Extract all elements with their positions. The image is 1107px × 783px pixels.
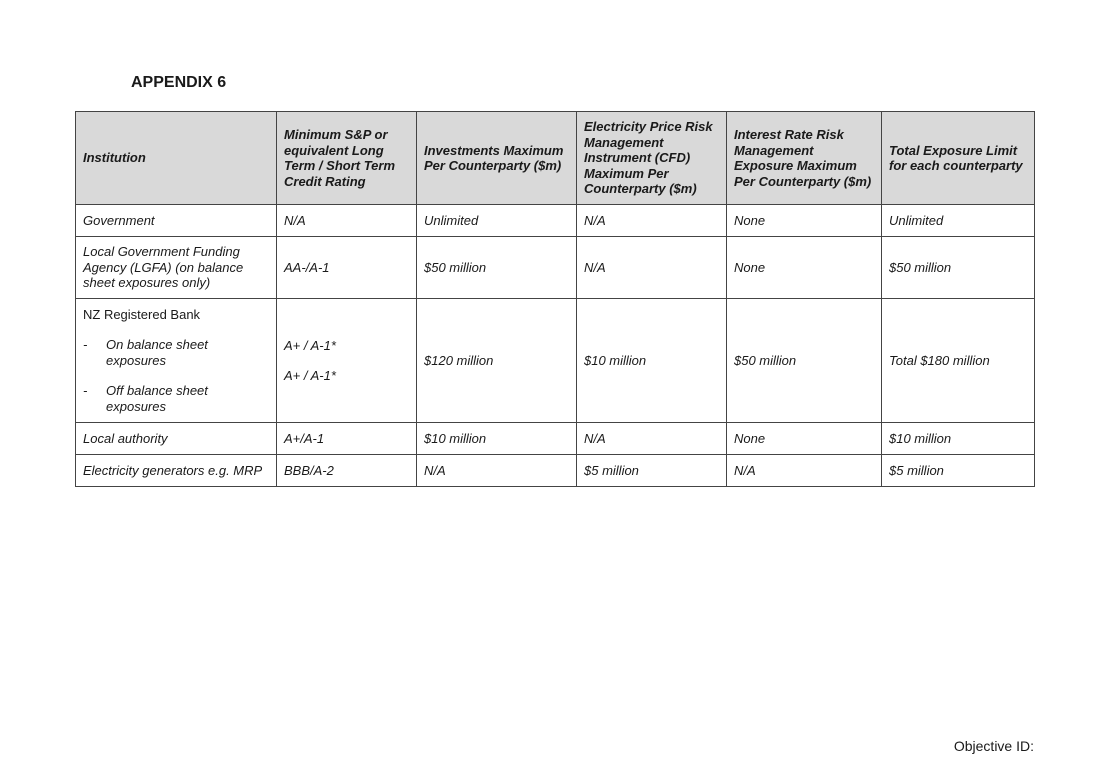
cell-credit-rating: A+/A-1 — [277, 423, 417, 455]
cell-interest-rate-max: $50 million — [727, 299, 882, 423]
dash-bullet: - — [83, 337, 88, 353]
table-header-row — [76, 112, 1035, 205]
cell-investments-max: $120 million — [417, 299, 577, 423]
header-electricity-cfd-max: Electricity Price Risk Management Instrument (CFD) Maximum Per Counterparty ($m) — [577, 112, 727, 205]
table-row — [76, 423, 1035, 455]
list-item-label: On balance sheet exposures — [106, 337, 208, 368]
cell-interest-rate-max: N/A — [727, 455, 882, 487]
header-investments-max: Investments Maximum Per Counterparty ($m) — [417, 112, 577, 205]
dash-bullet: - — [83, 383, 88, 399]
cell-total-exposure: $10 million — [882, 423, 1035, 455]
table-row — [76, 299, 1035, 423]
list-item-label: Off balance sheet exposures — [106, 383, 208, 414]
cell-institution: Electricity generators e.g. MRP — [76, 455, 277, 487]
cell-electricity-cfd-max: $10 million — [577, 299, 727, 423]
on-balance-rating: A+ / A-1* — [284, 337, 336, 353]
header-institution: Institution — [76, 112, 277, 205]
bank-exposure-list — [83, 337, 270, 414]
cell-institution: Local Government Funding Agency (LGFA) (on balance sheet exposures only) — [76, 237, 277, 299]
cell-credit-rating: AA-/A-1 — [277, 237, 417, 299]
off-balance-rating: A+ / A-1* — [284, 368, 336, 383]
cell-credit-rating — [277, 299, 417, 423]
cell-credit-rating: N/A — [277, 205, 417, 237]
cell-credit-rating: BBB/A-2 — [277, 455, 417, 487]
cell-total-exposure: $50 million — [882, 237, 1035, 299]
cell-interest-rate-max: None — [727, 237, 882, 299]
cell-interest-rate-max: None — [727, 423, 882, 455]
cell-investments-max: $10 million — [417, 423, 577, 455]
header-interest-rate-max: Interest Rate Risk Management Exposure Maximum Per Counterparty ($m) — [727, 112, 882, 205]
cell-investments-max: $50 million — [417, 237, 577, 299]
cell-interest-rate-max: None — [727, 205, 882, 237]
objective-id-label: Objective ID: — [953, 738, 1034, 754]
counterparty-limits-table — [75, 111, 1035, 487]
cell-total-exposure: Total $180 million — [882, 299, 1035, 423]
cell-institution: Local authority — [76, 423, 277, 455]
header-total-exposure: Total Exposure Limit for each counterparty — [882, 112, 1035, 205]
page-title: APPENDIX 6 — [131, 74, 227, 91]
cell-institution: Government — [76, 205, 277, 237]
cell-investments-max: Unlimited — [417, 205, 577, 237]
cell-electricity-cfd-max: N/A — [577, 423, 727, 455]
table-row — [76, 237, 1035, 299]
cell-electricity-cfd-max: $5 million — [577, 455, 727, 487]
cell-total-exposure: Unlimited — [882, 205, 1035, 237]
header-credit-rating: Minimum S&P or equivalent Long Term / Short Term Credit Rating — [277, 112, 417, 205]
table-row — [76, 455, 1035, 487]
cell-total-exposure: $5 million — [882, 455, 1035, 487]
cell-electricity-cfd-max: N/A — [577, 237, 727, 299]
list-item — [83, 337, 270, 368]
bank-heading: NZ Registered Bank — [83, 306, 201, 322]
table-row — [76, 205, 1035, 237]
cell-investments-max: N/A — [417, 455, 577, 487]
list-item — [83, 383, 270, 414]
cell-electricity-cfd-max: N/A — [577, 205, 727, 237]
cell-institution — [76, 299, 277, 423]
